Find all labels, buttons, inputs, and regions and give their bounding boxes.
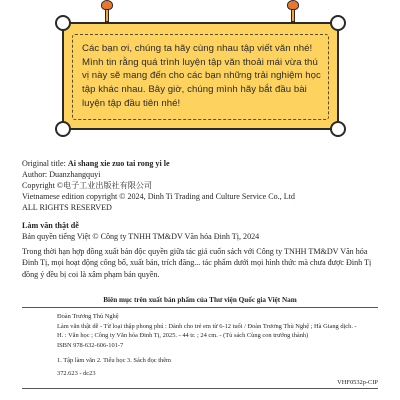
original-title-line — [22, 158, 170, 169]
notice-board — [62, 22, 339, 130]
vn-rights: Bản quyền tiếng Việt © Công ty TNHH TM&DV Văn hóa Đinh Tị, 2024 — [22, 232, 260, 241]
cip-bottom-rule — [22, 388, 378, 389]
author-line: Author: Duanzhangquyi — [22, 170, 101, 179]
rights-paragraph: Trong thời hạn hợp đồng xuất bản độc quyền giữa tác giả cuốn sách với Công ty TNHH TM&DV Văn hóa Đinh Tị, mọi hoạt động công bố, xuất bản, trích đăng... tác phẩm dưới mọi hình thức mà chưa được Đinh Tị đồng ý đều bị coi là xâm phạm bản quyền. — [22, 247, 372, 279]
cip-entry: Làm văn thật dễ - Từ loại thập phong phú : Dành cho trẻ em từ 6-12 tuổi / Đoàn Trương Thù Nghệ ; Hà Giang dịch. - H. : Văn học ; Công ty Văn hóa Đinh Tị, 2025. - 44 tr. ; 24 cm. - (Tủ sách Cùng con trưởng thành) — [57, 323, 357, 340]
cip-author: Đoàn Trương Thù Nghệ — [57, 313, 119, 320]
rights-line: ALL RIGHTS RESERVED — [22, 203, 112, 212]
pushpin-icon-right — [286, 0, 300, 24]
vn-title: Làm văn thật dễ — [22, 221, 79, 230]
cip-subjects: 1. Tập làm văn 2. Tiểu học 3. Sách đọc thêm — [57, 357, 172, 364]
cip-heading: Biên mục trên xuất bản phẩm của Thư viện Quốc gia Việt Nam — [103, 296, 297, 304]
original-title: Ai shang xie zuo tai rong yi le — [67, 159, 170, 168]
copyright-line: Copyright ©电子工业出版社有限公司 — [22, 181, 153, 190]
cip-top-rule — [22, 307, 378, 308]
cip-class: 372.623 - dc23 — [57, 370, 96, 377]
cip-isbn: ISBN 978-632-606-101-7 — [57, 342, 124, 349]
pushpin-icon-left — [100, 0, 114, 24]
vietnamese-edition-line: Vietnamese edition copyright © 2024, Dinh Ti Trading and Culture Service Co., Ltd — [22, 192, 295, 201]
cip-code: VHF0532p-CIP — [337, 379, 378, 386]
original-title-label: Original title: — [22, 159, 66, 168]
board-message: Các bạn ơi, chúng ta hãy cùng nhau tập viết văn nhé! Mình tin rằng quá trình luyện tập văn thoải mái vừa thú vị này sẽ mang đến cho các bạn những trải nghiệm học tập khác nhau. Bây giờ, chúng mình hãy bắt đầu bài luyện tập đầu tiên nhé! — [82, 43, 321, 109]
